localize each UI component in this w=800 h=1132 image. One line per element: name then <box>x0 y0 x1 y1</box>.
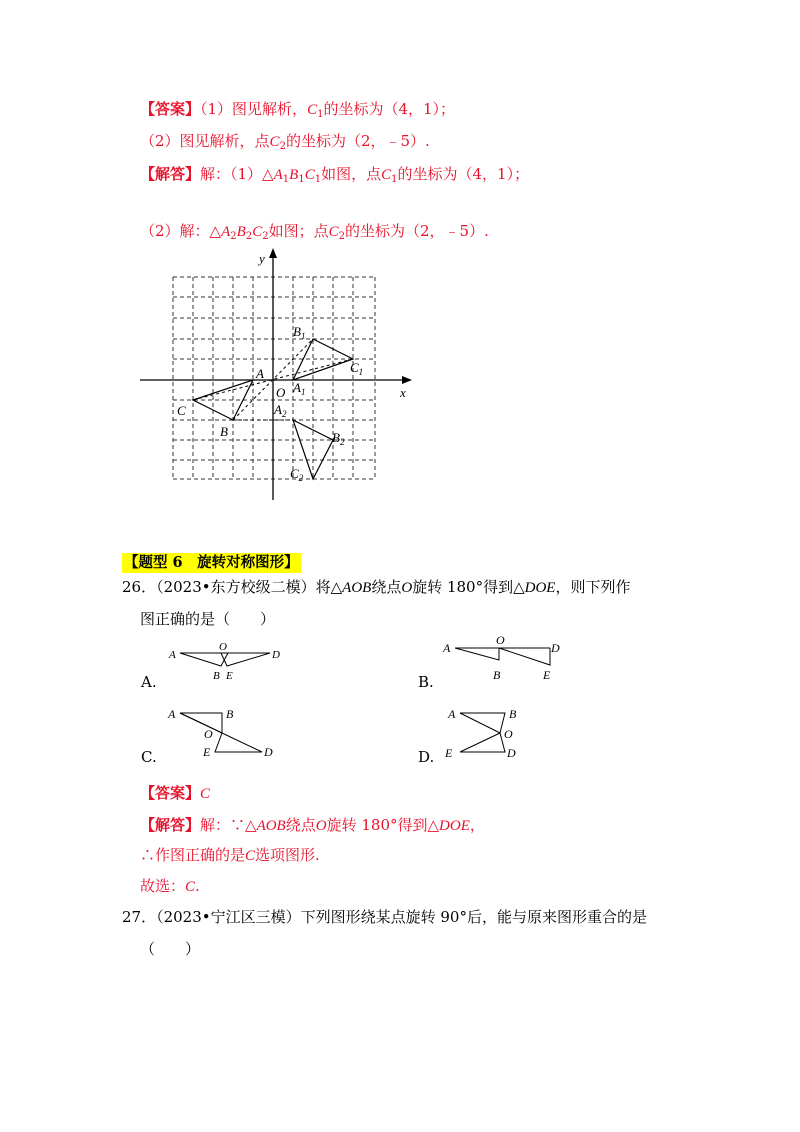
svg-text:E: E <box>543 668 551 682</box>
svg-text:B1: $B_1$ <box>293 324 306 341</box>
solution-line-2: （2）解：$\triangle A_2B_2C_2$如图；点$C_2$的坐标为（2，﹣5）. <box>140 222 489 242</box>
q26-solution-line-2: ∴作图正确的是C选项图形. <box>140 846 320 864</box>
triangle-A2B2C2 <box>293 420 333 479</box>
answer-tag: 【答案】 <box>140 100 201 118</box>
point-labels <box>177 324 363 483</box>
grid <box>173 277 375 479</box>
label-B: B <box>220 424 228 439</box>
svg-text:C2: $C_2$ <box>290 466 304 483</box>
option-d-figure <box>440 700 530 765</box>
q27-stem-line-1: 27．（2023•宁江区三模）下列图形绕某点旋转 90°后，能与原来图形重合的是 <box>122 908 647 926</box>
axes <box>140 255 405 500</box>
coordinate-graph <box>120 245 440 515</box>
section-banner: 【题型 6 旋转对称图形】 <box>124 554 299 571</box>
q26-solution-line-1: 【解答】解：∵△AOB绕点O旋转 180°得到△DOE， <box>140 816 485 834</box>
q27-stem-line-2: （ ） <box>140 940 201 958</box>
svg-text:B: B <box>213 670 220 682</box>
label-C: C <box>177 403 186 418</box>
svg-text:O: O <box>504 727 513 741</box>
svg-text:D: D <box>264 745 273 759</box>
q26-answer: 【答案】C <box>140 784 211 802</box>
svg-text:C1: $C_1$ <box>350 360 364 377</box>
q26-stem-line-2: 图正确的是（ ） <box>140 610 276 628</box>
svg-text:E: E <box>203 745 211 759</box>
option-b-label[interactable]: B. <box>418 673 434 691</box>
option-a-figure <box>160 635 295 685</box>
svg-text:E: E <box>226 670 233 682</box>
option-d-label[interactable]: D. <box>418 748 435 766</box>
option-c-figure <box>160 700 280 765</box>
solution-tag: 【解答】 <box>140 165 201 183</box>
x-axis-arrow-icon <box>402 376 412 384</box>
svg-text:A: A <box>448 707 456 721</box>
option-a-label[interactable]: A. <box>141 673 157 691</box>
solution-line-1: 【解答】解：$(1)\triangle A_1B_1C_1$如图，点$C_1$的坐标为（4，1）； <box>140 165 530 185</box>
option-c-label[interactable]: C. <box>141 748 157 766</box>
svg-text:D: D <box>272 649 280 661</box>
svg-text:B2: $B_2$ <box>332 430 345 447</box>
answer-line-2: （2）图见解析，点$C_2$的坐标为（2，﹣5）. <box>140 132 430 152</box>
label-A: A <box>256 366 264 381</box>
svg-text:B: B <box>509 707 517 721</box>
svg-text:O: O <box>204 727 213 741</box>
y-axis-arrow-icon <box>269 248 277 258</box>
svg-text:A2: $A_2$ <box>274 402 287 419</box>
svg-text:B: B <box>493 668 501 682</box>
svg-text:D: D <box>551 641 560 655</box>
option-b-figure <box>440 630 570 685</box>
answer-line-1: 【答案】（1）图见解析，$C_1$的坐标为（4，1）； <box>140 100 456 120</box>
q26-stem-line-1: 26．（2023•东方校级二模）将△AOB绕点O旋转 180°得到△DOE，则下列作 <box>122 578 631 596</box>
svg-text:A: A <box>443 641 451 655</box>
svg-text:D: D <box>507 746 516 760</box>
q26-solution-line-3: 故选：C. <box>140 877 200 895</box>
x-axis-label: x <box>400 385 406 400</box>
y-axis-label: y <box>259 251 265 266</box>
svg-text:E: E <box>445 746 453 760</box>
svg-text:B: B <box>226 707 234 721</box>
svg-text:A: A <box>168 707 176 721</box>
svg-text:O: O <box>219 641 227 653</box>
svg-text:A1: $A_1$ <box>293 380 306 397</box>
svg-text:O: O <box>496 633 505 647</box>
origin-label: O <box>276 385 286 400</box>
svg-text:A: A <box>169 649 176 661</box>
